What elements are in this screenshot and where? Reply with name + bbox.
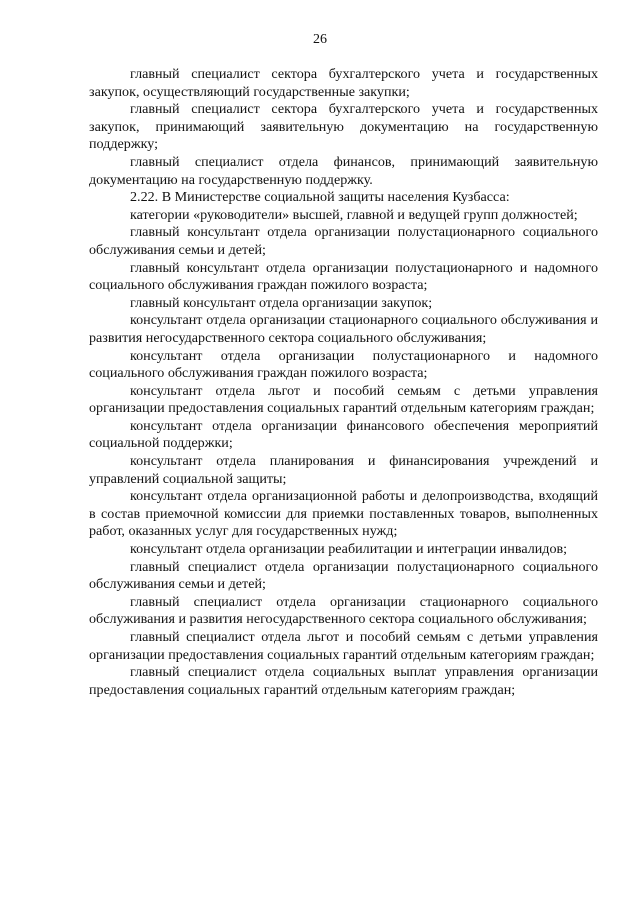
paragraph: главный консультант отдела организации полустационарного социального обслуживания семьи и детей; — [89, 224, 598, 258]
paragraph: главный консультант отдела организации полустационарного и надомного социального обслуживания граждан пожилого возраста; — [89, 259, 598, 294]
paragraph: консультант отдела организации стационарного социального обслуживания и развития негосударственного сектора социального обслуживания; — [89, 312, 598, 346]
paragraph: главный специалист отдела финансов, принимающий заявительную документацию на государственную поддержку. — [89, 153, 598, 188]
paragraph: главный специалист сектора бухгалтерского учета и государственных закупок, принимающий заявительную документацию на государственную поддержку; — [89, 101, 598, 153]
paragraph: главный специалист отдела организации стационарного социального обслуживания и развития негосударственного сектора социального обслуживания; — [89, 593, 598, 628]
paragraph: главный консультант отдела организации закупок; — [130, 294, 433, 311]
document-body — [89, 66, 598, 699]
paragraph: консультант отдела планирования и финансирования учреждений и управлений социальной защиты; — [89, 453, 598, 487]
paragraph: главный специалист сектора бухгалтерского учета и государственных закупок, осуществляющий государственные закупки; — [89, 66, 598, 100]
paragraph: главный специалист отдела организации полустационарного социального обслуживания семьи и детей; — [89, 558, 598, 593]
paragraph: главный специалист отдела льгот и пособий семьям с детьми управления организации предоставления социальных гарантий отдельным категориям граждан; — [89, 629, 598, 663]
paragraph: консультант отдела организации финансового обеспечения мероприятий социальной поддержки; — [89, 417, 598, 452]
paragraph: категории «руководители» высшей, главной и ведущей групп должностей; — [130, 206, 578, 223]
paragraph: главный специалист отдела социальных выплат управления организации предоставления социальных гарантий отдельным категориям граждан; — [89, 664, 598, 698]
paragraph: консультант отдела организации полустационарного и надомного социального обслуживания граждан пожилого возраста; — [89, 347, 598, 382]
page-number: 26 — [313, 32, 327, 47]
paragraph: консультант отдела организационной работы и делопроизводства, входящий в состав приемочной комиссии для приемки поставленных товаров, выполненных работ, оказанных услуг для государственных нужд; — [89, 488, 598, 540]
paragraph: консультант отдела льгот и пособий семьям с детьми управления организации предоставления социальных гарантий отдельным категориям граждан; — [89, 382, 598, 417]
paragraph: консультант отдела организации реабилитации и интеграции инвалидов; — [130, 541, 568, 558]
section-heading: 2.22. В Министерстве социальной защиты населения Кузбасса: — [130, 189, 510, 206]
